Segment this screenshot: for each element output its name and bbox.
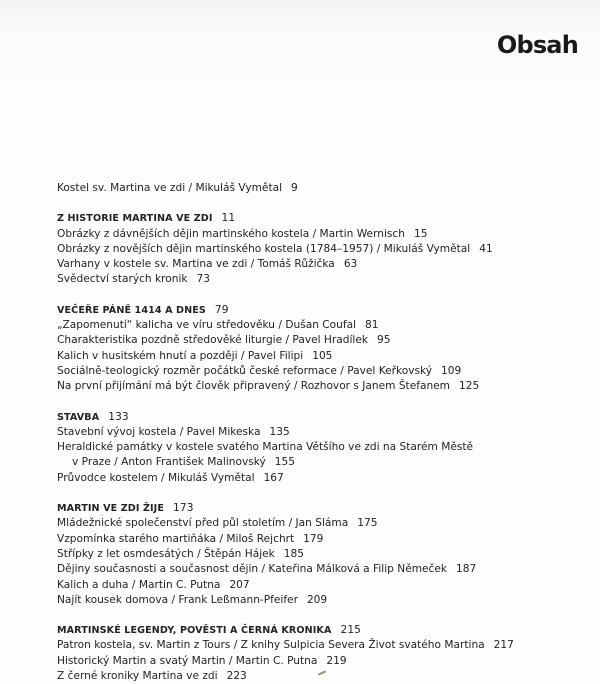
toc-entry[interactable] [57, 562, 577, 577]
toc-entry-page: 15 [413, 227, 428, 240]
toc-section-heading[interactable] [57, 410, 577, 425]
toc-entry-title: Kalich v husitském hnutí a později / Pavel Filipi [57, 349, 304, 362]
toc-section-title: VEČEŘE PÁNĚ 1414 A DNES [57, 304, 206, 316]
toc-section-title: MARTINSKÉ LEGENDY, POVĚSTI A ČERNÁ KRONIKA [57, 625, 332, 637]
toc-entry-title: Mládežnické společenství před půl stoletím / Jan Sláma [57, 517, 349, 530]
toc-entry[interactable] [57, 455, 577, 470]
table-of-contents [57, 181, 577, 684]
toc-entry-page: 223 [226, 670, 247, 683]
toc-entry[interactable] [57, 425, 577, 440]
toc-entry-page: 63 [343, 258, 358, 271]
toc-section-heading[interactable] [57, 211, 577, 226]
toc-entry-title: Najít kousek domova / Frank Leßmann-Pfeifer [57, 593, 298, 606]
toc-entry[interactable] [57, 638, 577, 653]
toc-entry-title: Heraldické památky v kostele svatého Martina Většího ve zdi na Starém Městě [57, 441, 474, 454]
toc-entry-title: Kalich a duha / Martin C. Putna [57, 578, 221, 591]
toc-entry[interactable] [57, 471, 577, 486]
toc-section-page: 79 [214, 303, 229, 316]
toc-entry-title: Střípky z let osmdesátých / Štěpán Hájek [57, 547, 275, 560]
toc-entry[interactable] [57, 547, 577, 562]
toc-entry-title: Průvodce kostelem / Mikuláš Vymětal [57, 471, 255, 484]
toc-entry-title: Z černé kroniky Martina ve zdi [57, 670, 218, 683]
toc-entry-page: 125 [459, 380, 480, 393]
toc-section-heading[interactable] [57, 501, 577, 516]
toc-entry-title: Patron kostela, sv. Martin z Tours / Z knihy Sulpicia Severa Život svatého Martina [57, 639, 485, 652]
toc-section [57, 303, 577, 395]
toc-section-heading[interactable] [57, 623, 577, 638]
toc-entry-title: Varhany v kostele sv. Martina ve zdi / Tomáš Růžička [57, 258, 335, 271]
toc-entry[interactable] [57, 654, 577, 669]
toc-entry-page: 73 [196, 273, 211, 286]
toc-section-title: Z HISTORIE MARTINA VE ZDI [57, 213, 213, 225]
toc-entry[interactable] [57, 349, 577, 364]
toc-entry[interactable] [57, 242, 577, 257]
toc-section-page: 11 [221, 212, 236, 225]
toc-entry[interactable] [57, 364, 577, 379]
toc-entry[interactable] [57, 516, 577, 531]
toc-section-page: 173 [173, 502, 194, 515]
toc-section-title: MARTIN VE ZDI ŽIJE [57, 503, 165, 515]
toc-section [57, 410, 577, 486]
toc-entry-page: 9 [291, 182, 298, 194]
toc-entry-title: Svědectví starých kronik [57, 273, 188, 286]
toc-entry-page: 187 [456, 563, 477, 576]
toc-entry-page: 167 [263, 471, 284, 484]
toc-entry-title: Obrázky z dávnějších dějin martinského kostela / Martin Wernisch [57, 227, 405, 240]
toc-entry[interactable] [57, 181, 577, 196]
toc-entry[interactable] [57, 532, 577, 547]
toc-entry-title: Sociálně-teologický rozměr počátků české reformace / Pavel Keřkovský [57, 364, 433, 377]
toc-entry-page: 81 [365, 319, 379, 332]
toc-entry-title: v Praze / Anton František Malinovský [72, 456, 266, 469]
toc-entry-title: Charakteristika pozdně středověké liturgie / Pavel Hradílek [57, 334, 369, 347]
toc-entry-page: 105 [312, 349, 333, 362]
toc-section-title: STAVBA [57, 411, 100, 423]
toc-entry-page: 217 [493, 639, 514, 652]
toc-entry-title: Historický Martin a svatý Martin / Martin C. Putna [57, 654, 318, 667]
toc-entry-title: „Zapomenutí“ kalicha ve víru středověku / Dušan Coufal [57, 319, 357, 332]
toc-section-page: 215 [340, 624, 362, 637]
toc-section-heading[interactable] [57, 303, 577, 318]
toc-entry-page: 185 [283, 547, 305, 560]
toc-entry-title: Na první přijímání má být člověk připravený / Rozhovor s Janem Štefanem [57, 380, 450, 393]
toc-entry[interactable] [57, 272, 577, 287]
toc-entry-title: Vzpomínka starého martiňáka / Miloš Rejchrt [57, 532, 295, 545]
page-title: Obsah [496, 31, 578, 59]
toc-entry-page: 41 [479, 242, 493, 255]
toc-entry-page: 135 [269, 425, 290, 438]
toc-entry-page: 207 [229, 578, 250, 591]
toc-entry-page: 175 [357, 517, 378, 530]
toc-entry[interactable] [57, 257, 577, 272]
toc-entry[interactable] [57, 440, 577, 455]
toc-section [57, 623, 577, 684]
toc-section [57, 501, 577, 608]
toc-entry-title: Dějiny současnosti a současnost dějin / Kateřina Málková a Filip Němeček [57, 563, 448, 576]
toc-entry[interactable] [57, 333, 577, 348]
toc-entry-page: 109 [441, 364, 462, 377]
toc-section [57, 211, 577, 287]
toc-intro [57, 181, 577, 196]
toc-entry[interactable] [57, 379, 577, 394]
toc-entry-title: Stavební vývoj kostela / Pavel Mikeska [57, 425, 261, 438]
toc-entry-page: 219 [326, 654, 347, 667]
toc-entry-page: 155 [274, 456, 296, 469]
toc-entry-title: Kostel sv. Martina ve zdi / Mikuláš Vymětal [57, 182, 283, 194]
toc-entry-page: 179 [303, 532, 324, 545]
toc-entry[interactable] [57, 318, 577, 333]
toc-entry-page: 95 [377, 334, 391, 347]
toc-entry[interactable] [57, 593, 577, 608]
toc-entry-title: Obrázky z novějších dějin martinského kostela (1784–1957) / Mikuláš Vymětal [57, 242, 471, 255]
toc-entry[interactable] [57, 578, 577, 593]
toc-section-page: 133 [108, 410, 129, 423]
toc-entry-page: 209 [306, 593, 328, 606]
toc-entry[interactable] [57, 227, 577, 242]
